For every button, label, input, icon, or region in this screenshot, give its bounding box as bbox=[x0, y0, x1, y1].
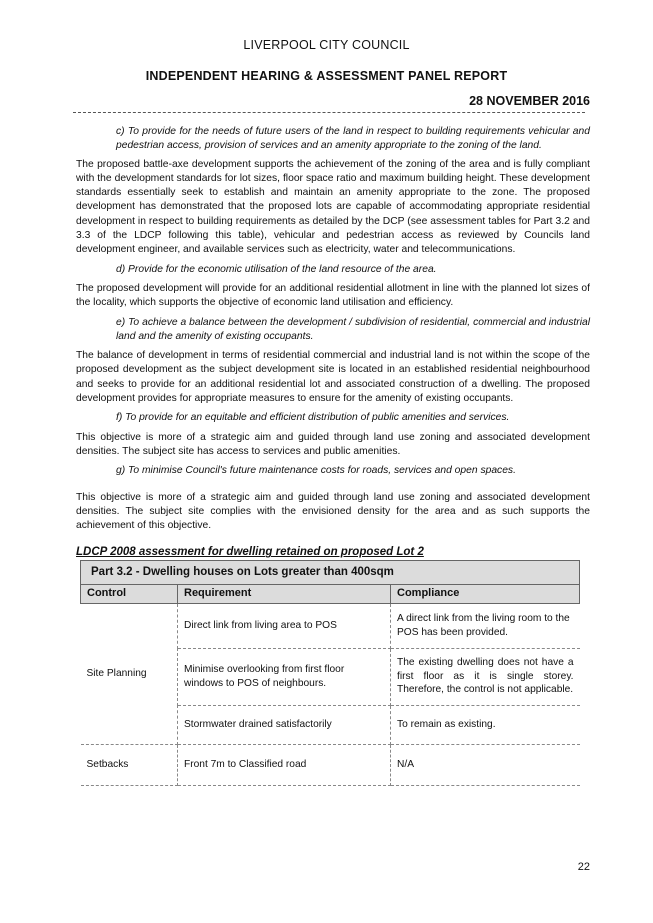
header-compliance: Compliance bbox=[391, 585, 580, 604]
objective-c: c) To provide for the needs of future users of the land in respect to building requirements vehicular and pedestrian access, provision of services and an amenity appropriate to the zoning of the land. bbox=[116, 126, 590, 152]
page-number: 22 bbox=[577, 861, 590, 873]
part-heading: Part 3.2 - Dwelling houses on Lots greater than 400sqm bbox=[81, 560, 580, 585]
paragraph-f: This objective is more of a strategic aim and guided through land use zoning and associated development densities. The subject site has access to services and public amenities. bbox=[76, 431, 590, 457]
requirement-cell: Direct link from living area to POS bbox=[178, 603, 391, 648]
control-site-planning: Site Planning bbox=[81, 603, 178, 744]
paragraph-c: The proposed battle-axe development supports the achievement of the zoning of the area and is fully compliant with the development standards for lot sizes, floor space ratio and maximum building height. These development standards essentially seek to establish and maintain an amenity appropriate to the zone. The proposed development has demonstrated that the proposed lots are capable of accommodating appropriate residential development in respect to building requirements as detailed by the DCP (see assessment tables for Part 3.2 and 3.3 of the LDCP following this table), vehicular and pedestrian access as reviewed by Councils land development engineer, and available services such as electricity, water and telecommunications. bbox=[76, 158, 590, 256]
header-divider bbox=[73, 112, 585, 113]
requirement-cell: Stormwater drained satisfactorily bbox=[178, 705, 391, 744]
paragraph-d: The proposed development will provide for an additional residential allotment in line with the planned lot sizes of the locality, which supports the objective of economic land utilisation and efficiency. bbox=[76, 282, 590, 309]
paragraph-g: This objective is more of a strategic aim and guided through land use zoning and associated development densities. The subject site complies with the envisioned density for the area and as such supports the achievement of this objective. bbox=[76, 491, 590, 532]
compliance-cell: To remain as existing. bbox=[391, 705, 580, 744]
table-title: LDCP 2008 assessment for dwelling retained on proposed Lot 2 bbox=[76, 546, 424, 559]
objective-d: d) Provide for the economic utilisation of the land resource of the area. bbox=[116, 263, 437, 275]
report-date: 28 NOVEMBER 2016 bbox=[469, 94, 590, 108]
table-row bbox=[81, 744, 580, 785]
control-setbacks: Setbacks bbox=[81, 744, 178, 785]
objective-g: g) To minimise Council's future maintenance costs for roads, services and open spaces. bbox=[116, 465, 516, 477]
paragraph-e: The balance of development in terms of residential commercial and industrial land is not within the scope of the proposed development as the subject development site is located in an established residential neighbourhood and seeks to provide for an additional residential lot and associated construction of a dwelling. The proposed development provides for appropriate measures to ensure for the amenity of existing occupants. bbox=[76, 350, 590, 405]
objective-e: e) To achieve a balance between the development / subdivision of residential, commercial and industrial land and the amenity of existing occupants. bbox=[116, 316, 590, 342]
objective-f: f) To provide for an equitable and efficient distribution of public amenities and services. bbox=[116, 412, 510, 424]
council-name: LIVERPOOL CITY COUNCIL bbox=[243, 38, 410, 52]
table-row bbox=[81, 603, 580, 648]
requirement-cell: Front 7m to Classified road bbox=[178, 744, 391, 785]
header-control: Control bbox=[81, 585, 178, 604]
table-header-row bbox=[81, 585, 580, 604]
table-part-row bbox=[81, 560, 580, 585]
compliance-cell: N/A bbox=[391, 744, 580, 785]
report-body bbox=[76, 125, 590, 786]
compliance-cell: The existing dwelling does not have a first floor as it is single storey. Therefore, the control is not applicable. bbox=[391, 648, 580, 705]
report-title: INDEPENDENT HEARING & ASSESSMENT PANEL REPORT bbox=[145, 69, 508, 83]
requirement-cell: Minimise overlooking from first floor windows to POS of neighbours. bbox=[178, 648, 391, 705]
compliance-cell: A direct link from the living room to the POS has been provided. bbox=[391, 603, 580, 648]
header-requirement: Requirement bbox=[178, 585, 391, 604]
assessment-table bbox=[80, 560, 580, 786]
